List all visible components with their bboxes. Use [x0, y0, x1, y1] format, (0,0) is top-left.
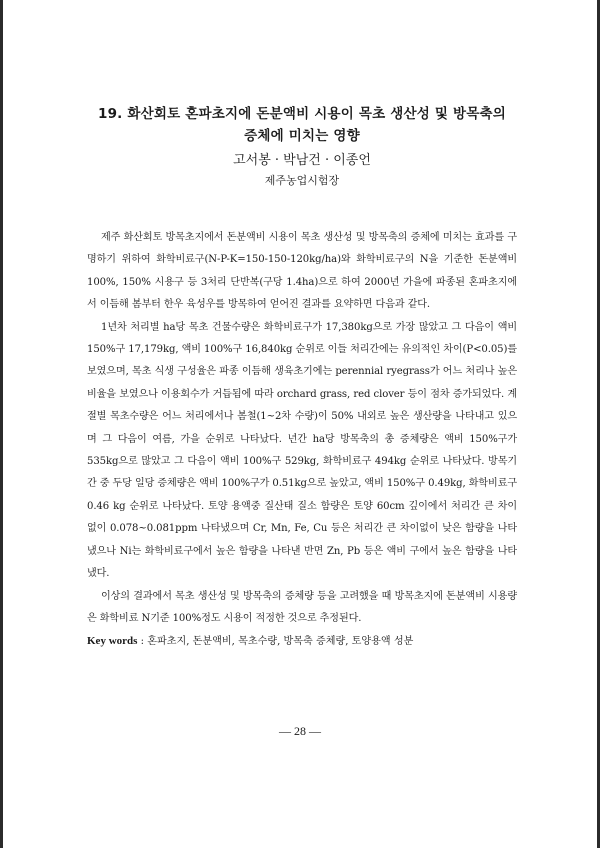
paper-title-line-1: 19. 화산회토 혼파초지에 돈분액비 시용이 목초 생산성 및 방목축의: [98, 106, 506, 122]
keywords-line: [87, 630, 517, 653]
keywords-label: Key words: [87, 635, 138, 648]
page-content: [87, 103, 517, 654]
page-number: — 28 —: [279, 724, 321, 738]
keywords-text: : 혼파초지, 돈분액비, 목초수량, 방목축 증체량, 토양용액 성분: [137, 636, 414, 648]
paper-title-line-2: 증체에 미치는 영향: [244, 128, 360, 144]
abstract-paragraph-3: 이상의 결과에서 목초 생산성 및 방목축의 증체량 등을 고려했을 때 방목초지에 돈분액비 시용량은 화학비료 N기준 100%정도 시용이 적정한 것으로 추정된다.: [87, 590, 517, 624]
author-list: 고서봉 · 박남건 · 이종언: [233, 153, 371, 168]
scan-edge-left: [0, 0, 3, 848]
abstract-paragraph-1: 제주 화산회토 방목초지에서 돈분액비 시용이 목초 생산성 및 방목축의 증체에 미치는 효과를 구명하기 위하여 화학비료구(N-P-K=150-150-120kg/ha)와 화학비료구의 N을 기준한 돈분액비 100%, 150% 시용구 등 3처리 단반복(구당 1.4ha)으로 하여 2000년 가을에 파종된 혼파초지에서 이듬해 봄부터 한우 육성우를 방목하여 얻어진 결과를 요약하면 다음과 같다.: [87, 232, 517, 311]
affiliation: 제주농업시험장: [264, 174, 340, 187]
abstract-body: [87, 227, 517, 654]
abstract-paragraph-2: 1년차 처리별 ha당 목초 건물수량은 화학비료구가 17,380kg으로 가장 많았고 그 다음이 액비 150%구 17,179kg, 액비 100%구 16,840kg 순위로 이들 처리간에는 유의적인 차이(P<0.05)를 보였으며, 목초 식생 구성율은 파종 이듬해 생육초기에는 perennial ryegrass가 어느 처리나 높은 비율을 보였으나 이용회수가 거듭됨에 따라 orchard grass, red clover 등이 점차 증가되었다. 계절별 목초수량은 어느 처리에서나 봄철(1~2차 수량)이 50% 내외로 높은 생산량을 나타내고 있으며 그 다음이 여름, 가을 순위로 나타났다. 년간 ha당 방목축의 총 증체량은 액비 150%구가 535kg으로 많았고 그 다음이 액비 100%구 529kg, 화학비료구 494kg 순위로 나타났다. 방목기간 중 두당 일당 증체량은 액비 100%구가 0.51kg으로 높았고, 액비 150%구 0.49kg, 화학비료구 0.46 kg 순위로 나타났다. 토양 용액중 질산태 질소 함량은 토양 60cm 깊이에서 처리간 큰 차이 없이 0.078~0.081ppm 나타냈으며 Cr, Mn, Fe, Cu 등은 처리간 큰 차이없이 낮은 함량을 나타냈으나 Ni는 화학비료구에서 높은 함량을 나타낸 반면 Zn, Pb 등은 액비 구에서 높은 함량을 나타냈다.: [87, 321, 517, 580]
